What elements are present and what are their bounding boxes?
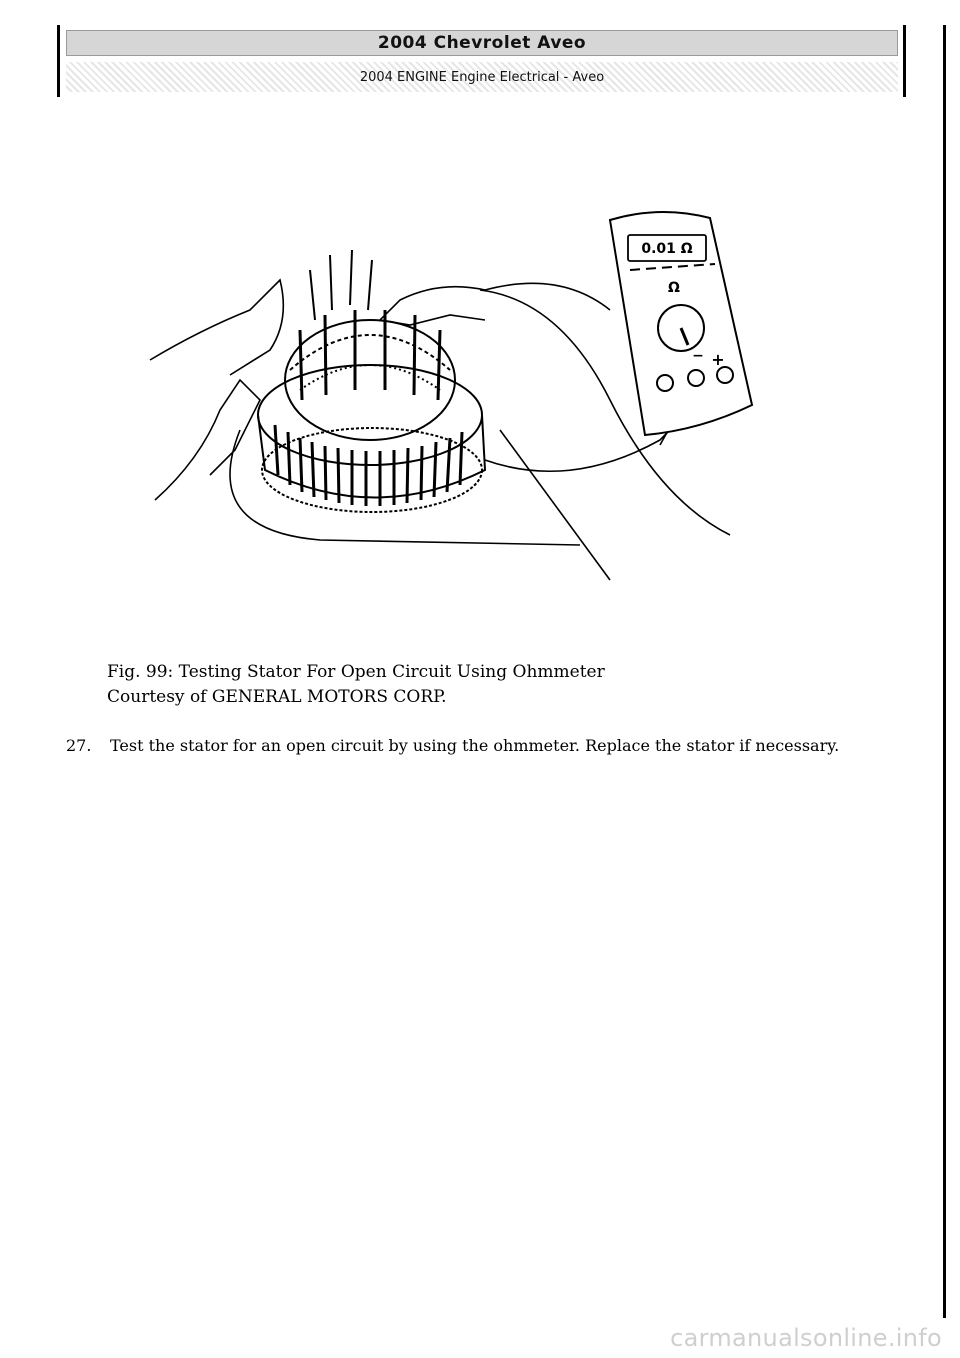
- figure-caption: [107, 660, 605, 710]
- page-border-right: [943, 25, 946, 1318]
- meter-range-symbol: Ω: [668, 280, 680, 296]
- page-border-left: [57, 25, 60, 97]
- header-subtitle-bar: [66, 62, 898, 92]
- step-number: 27.: [66, 736, 92, 755]
- procedure-step: [66, 734, 866, 758]
- step-text: Test the stator for an open circuit by using the ohmmeter. Replace the stator if necessary.: [110, 736, 840, 755]
- stator-ohmmeter-illustration: [140, 200, 780, 600]
- meter-minus-label: −: [692, 348, 704, 364]
- figure-caption-title: Fig. 99: Testing Stator For Open Circuit Using Ohmmeter: [107, 662, 605, 682]
- header-title: 2004 Chevrolet Aveo: [377, 33, 587, 53]
- stator: [258, 320, 485, 512]
- meter-plus-label: +: [711, 350, 725, 369]
- watermark: carmanualsonline.info: [670, 1324, 942, 1352]
- stator-leads: [310, 250, 372, 320]
- header-title-bar: [66, 30, 898, 56]
- meter-display-reading: 0.01 Ω: [641, 241, 693, 257]
- header-subtitle: 2004 ENGINE Engine Electrical - Aveo: [359, 69, 605, 85]
- page-border-right-top: [903, 25, 906, 97]
- figure-caption-courtesy: Courtesy of GENERAL MOTORS CORP.: [107, 687, 447, 707]
